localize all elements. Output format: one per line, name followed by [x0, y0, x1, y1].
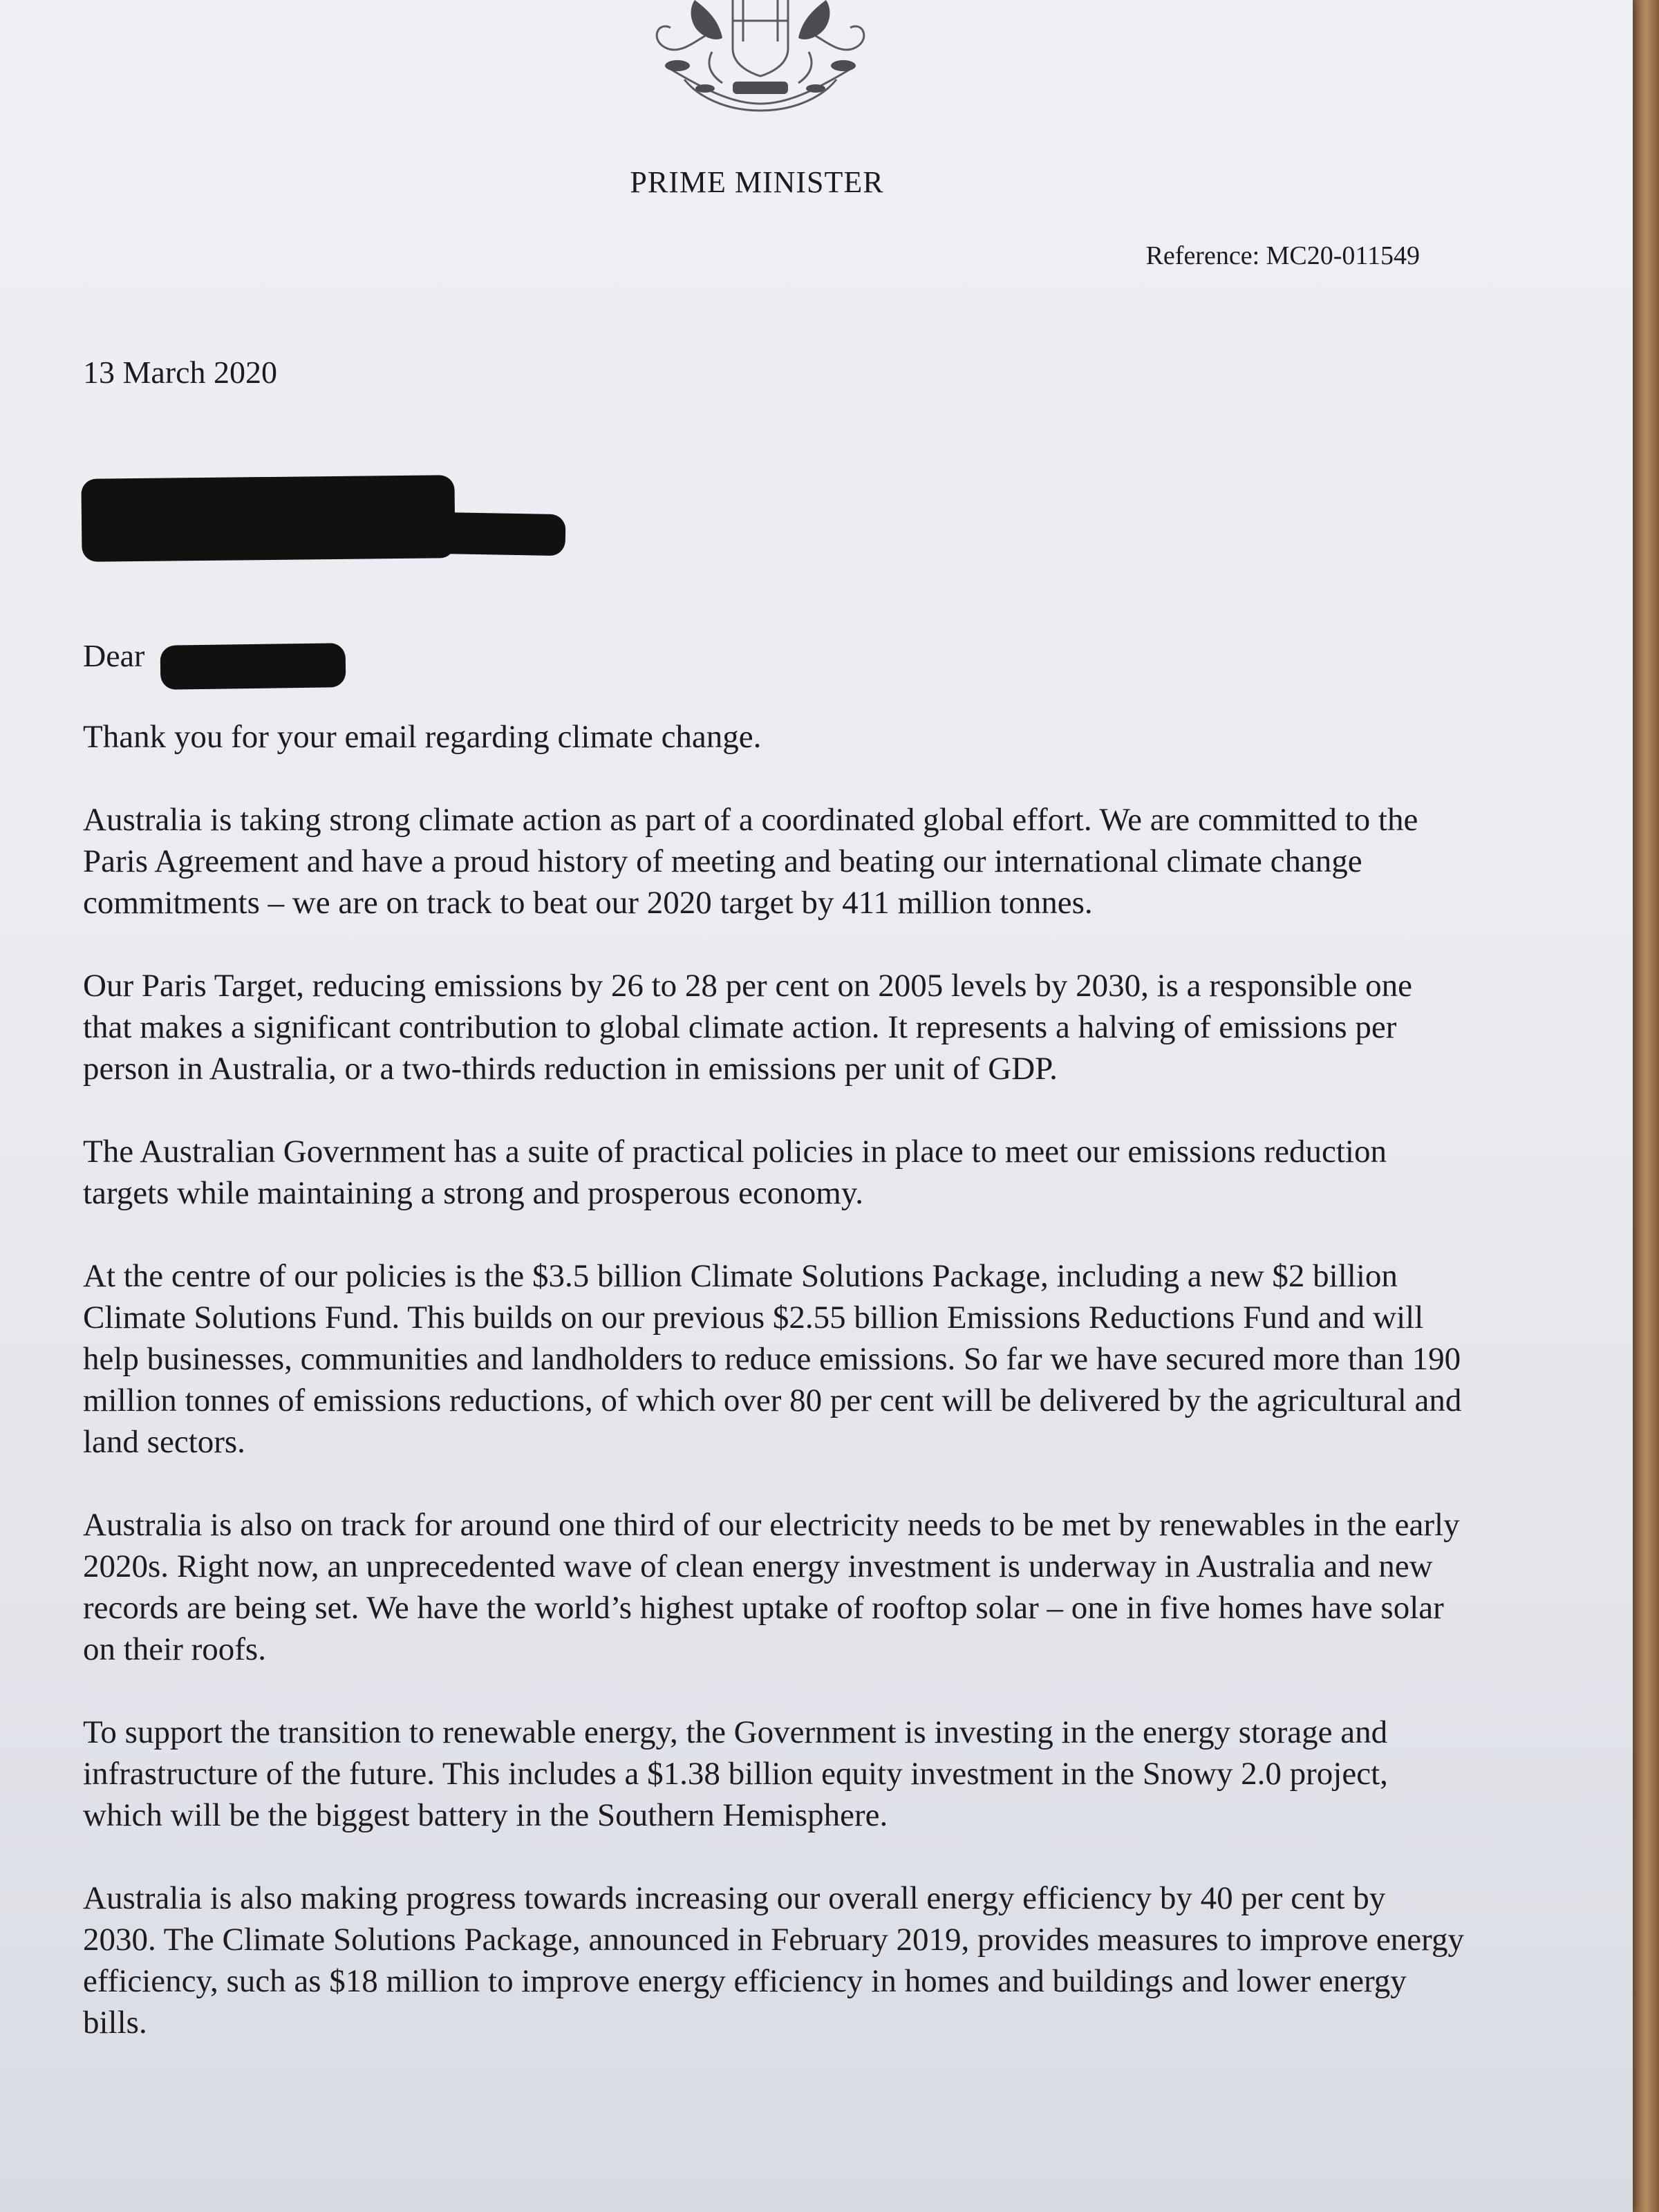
letter-date: 13 March 2020 — [83, 355, 278, 390]
redacted-recipient-name — [160, 643, 346, 690]
letterhead-title: PRIME MINISTER — [630, 165, 884, 199]
paragraph: At the centre of our policies is the $3.5 billion Climate Solutions Package, including a new $2 billion Climate Solutions Fund. This builds on our previous $2.55 billion Emissions Reductions Fund and will help businesses, communities and landholders to reduce emissions. So far we have secured more than 190 million tonnes of emissions reductions, of which over 80 per cent will be delivered by the agricultural and land sectors. — [83, 1258, 1462, 1460]
paragraph: The Australian Government has a suite of practical policies in place to meet our emissions reduction targets while maintaining a strong and prosperous economy. — [83, 1134, 1387, 1211]
paragraph: Australia is taking strong climate action as part of a coordinated global effort. We are committed to the Paris Agreement and have a proud history of meeting and beating our international climate change commitments – we are on track to beat our 2020 target by 411 million tonnes. — [83, 802, 1418, 921]
paragraph: Thank you for your email regarding climate change. — [83, 719, 762, 755]
reference-number: Reference: MC20-011549 — [1145, 241, 1420, 270]
redacted-recipient-address-tail — [386, 512, 565, 556]
salutation — [83, 637, 144, 674]
salutation-text: Dear — [83, 638, 145, 673]
paragraph: To support the transition to renewable energy, the Government is investing in the energy storage and infrastructure of the future. This includes a $1.38 billion equity investment in the Snowy 2.0 project, which will be the biggest battery in the Southern Hemisphere. — [83, 1714, 1388, 1833]
paragraph: Australia is also making progress towards increasing our overall energy efficiency by 40 per cent by 2030. The Climate Solutions Package, announced in February 2019, provides measures to improve energy efficiency, such as $18 million to improve energy efficiency in homes and buildings and lower energy bills. — [83, 1880, 1464, 2041]
paragraph: Australia is also on track for around one third of our electricity needs to be met by renewables in the early 2020s. Right now, an unprecedented wave of clean energy investment is underway in Australia and new records are being set. We have the world’s highest uptake of rooftop solar – one in five homes have solar on their roofs. — [83, 1507, 1460, 1667]
paragraph: Our Paris Target, reducing emissions by 26 to 28 per cent on 2005 levels by 2030, is a responsible one that makes a significant contribution to global climate action. It represents a halving of emissions per person in Australia, or a two-thirds reduction in emissions per unit of GDP. — [83, 968, 1412, 1087]
letter-body — [83, 716, 1465, 2085]
coat-of-arms-icon — [629, 0, 892, 118]
